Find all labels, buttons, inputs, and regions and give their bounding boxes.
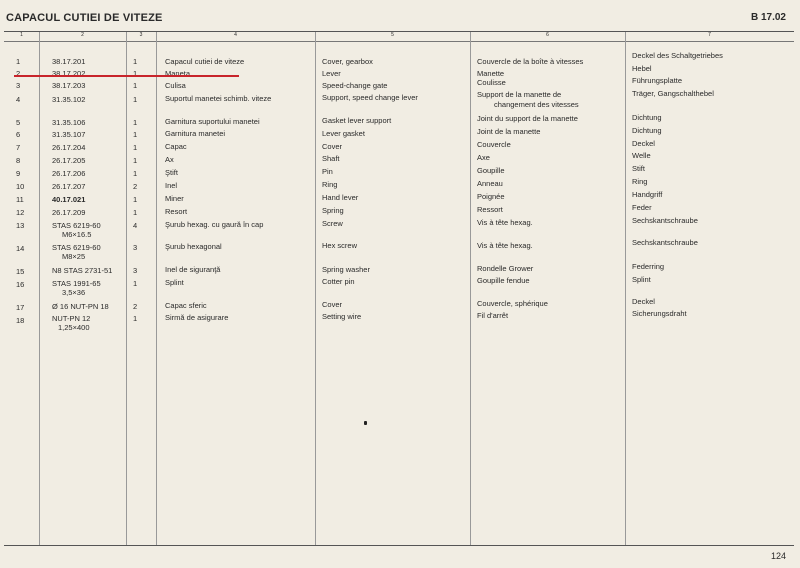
ink-dot: [364, 421, 367, 425]
row-number: 4: [16, 95, 21, 104]
part-code-size: M8×25: [62, 252, 86, 261]
name-german: Hebel: [632, 64, 652, 73]
row-number: 14: [16, 244, 25, 253]
name-romanian: Resort: [165, 207, 188, 216]
part-code: STAS 1991-65: [52, 279, 101, 288]
name-german: Sechskantschraube: [632, 238, 698, 247]
name-french: Ressort: [477, 205, 503, 214]
row-number: 5: [16, 118, 21, 127]
column-divider: [39, 32, 40, 545]
row-number: 16: [16, 280, 25, 289]
name-french: Couvercle: [477, 140, 511, 149]
part-code: 31.35.107: [52, 130, 86, 139]
name-romanian: Miner: [165, 194, 184, 203]
name-french: Vis à tête hexag.: [477, 218, 533, 227]
column-divider: [470, 32, 471, 545]
name-german: Deckel des Schaltgetriebes: [632, 51, 723, 60]
name-romanian: Şurub hexag. cu gaură în cap: [165, 220, 264, 229]
name-german: Stift: [632, 164, 645, 173]
quantity: 1: [133, 143, 138, 152]
column-header: 5: [391, 32, 394, 38]
name-french: Poignée: [477, 192, 505, 201]
name-romanian: Capacul cutiei de viteze: [165, 57, 245, 66]
part-code: STAS 6219-60: [52, 243, 101, 252]
quantity: 4: [133, 221, 138, 230]
column-divider: [156, 32, 157, 545]
column-divider: [625, 32, 626, 545]
part-code: 26.17.206: [52, 169, 86, 178]
quantity: 1: [133, 118, 138, 127]
name-romanian: Inel de siguranţă: [165, 265, 221, 274]
name-romanian: Culisa: [165, 81, 186, 90]
quantity: 1: [133, 95, 138, 104]
name-german: Deckel: [632, 139, 655, 148]
name-english: Cotter pin: [322, 277, 355, 286]
column-header: 2: [81, 32, 84, 38]
row-number: 11: [16, 195, 24, 204]
name-english: Hex screw: [322, 241, 358, 250]
column-header: 6: [546, 32, 549, 38]
name-english: Speed-change gate: [322, 81, 388, 90]
quantity: 1: [133, 279, 138, 288]
name-french: Fil d'arrêt: [477, 311, 509, 320]
row-number: 10: [16, 182, 25, 191]
row-number: 17: [16, 303, 25, 312]
name-german: Dichtung: [632, 126, 662, 135]
name-french: Joint du support de la manette: [477, 114, 578, 123]
quantity: 1: [133, 208, 138, 217]
name-english: Pin: [322, 167, 333, 176]
name-english: Cover, gearbox: [322, 57, 373, 66]
name-french: Axe: [477, 153, 490, 162]
name-french: Vis à tête hexag.: [477, 241, 533, 250]
part-code: 31.35.106: [52, 118, 86, 127]
row-number: 15: [16, 267, 25, 276]
name-english: Cover: [322, 300, 343, 309]
name-english: Spring washer: [322, 265, 370, 274]
column-header: 4: [234, 32, 237, 38]
part-code: 26.17.207: [52, 182, 86, 191]
part-code-size: 3,5×36: [62, 288, 86, 297]
part-code: 31.35.102: [52, 95, 86, 104]
name-english: Ring: [322, 180, 338, 189]
name-french: Anneau: [477, 179, 503, 188]
quantity: 1: [133, 195, 138, 204]
page-title: CAPACUL CUTIEI DE VITEZE: [6, 12, 163, 24]
name-german: Ring: [632, 177, 648, 186]
name-german: Splint: [632, 275, 651, 284]
quantity: 1: [133, 169, 138, 178]
row-number: 12: [16, 208, 25, 217]
row-number: 7: [16, 143, 21, 152]
part-code-size: M6×16.5: [62, 230, 92, 239]
column-header: 1: [20, 32, 23, 38]
name-english: Spring: [322, 206, 344, 215]
name-french: Joint de la manette: [477, 127, 541, 136]
name-french: Goupille fendue: [477, 276, 530, 285]
highlight-underline: [14, 75, 239, 77]
quantity: 1: [133, 81, 138, 90]
quantity: 2: [133, 302, 138, 311]
name-english: Screw: [322, 219, 343, 228]
name-french: Coulisse: [477, 78, 506, 87]
name-romanian: Ştift: [165, 168, 178, 177]
row-number: 18: [16, 316, 25, 325]
quantity: 3: [133, 243, 138, 252]
part-code: 38.17.203: [52, 81, 86, 90]
name-french: Couvercle de la boîte à vitesses: [477, 57, 584, 66]
name-german: Welle: [632, 151, 651, 160]
quantity: 3: [133, 266, 138, 275]
name-french-line2: changement des vitesses: [494, 100, 579, 109]
column-divider: [126, 32, 127, 545]
name-romanian: Garnitura manetei: [165, 129, 226, 138]
name-german: Sicherungsdraht: [632, 309, 687, 318]
row-number: 9: [16, 169, 21, 178]
header-rule: [4, 41, 794, 42]
part-code: STAS 6219-60: [52, 221, 101, 230]
name-romanian: Splint: [165, 278, 184, 287]
name-german: Handgriff: [632, 190, 663, 199]
name-german: Sechskantschraube: [632, 216, 698, 225]
quantity: 2: [133, 182, 138, 191]
name-german: Federring: [632, 262, 665, 271]
quantity: 1: [133, 156, 138, 165]
part-code: 38.17.201: [52, 57, 86, 66]
part-code: 26.17.205: [52, 156, 86, 165]
name-english: Lever: [322, 69, 341, 78]
name-english: Lever gasket: [322, 129, 365, 138]
name-german: Dichtung: [632, 113, 662, 122]
name-english: Shaft: [322, 154, 340, 163]
part-code: 40.17.021: [52, 195, 86, 204]
column-header: 7: [708, 32, 711, 38]
quantity: 1: [133, 314, 138, 323]
part-code: Ø 16 NUT-PN 18: [52, 302, 109, 311]
name-english: Setting wire: [322, 312, 362, 321]
name-french: Rondelle Grower: [477, 264, 534, 273]
row-number: 2: [16, 69, 21, 78]
name-german: Träger, Gangschalthebel: [632, 89, 714, 98]
name-english: Gasket lever support: [322, 116, 392, 125]
name-romanian: Ax: [165, 155, 174, 164]
name-english: Hand lever: [322, 193, 359, 202]
name-german: Feder: [632, 203, 652, 212]
row-number: 13: [16, 221, 25, 230]
part-code-size: 1,25×400: [58, 323, 90, 332]
page-number: 124: [770, 551, 786, 561]
part-code: 26.17.204: [52, 143, 86, 152]
column-divider: [315, 32, 316, 545]
column-header: 3: [139, 32, 143, 38]
name-german: Deckel: [632, 297, 655, 306]
name-french: Couvercle, sphérique: [477, 299, 548, 308]
row-number: 1: [16, 57, 21, 66]
name-french-line1: Support de la manette de: [477, 90, 562, 99]
part-code: NUT-PN 12: [52, 314, 91, 323]
row-number: 3: [16, 81, 21, 90]
row-number: 8: [16, 156, 21, 165]
quantity: 1: [133, 130, 138, 139]
name-romanian: Capac: [165, 142, 187, 151]
name-romanian: Garnitura suportului manetei: [165, 117, 260, 126]
name-romanian: Capac sferic: [165, 301, 207, 310]
name-french: Manette: [477, 69, 505, 78]
name-romanian: Inel: [165, 181, 178, 190]
name-romanian: Maneta: [165, 69, 191, 78]
name-romanian: Sirmă de asigurare: [165, 313, 229, 322]
name-romanian: Şurub hexagonal: [165, 242, 222, 251]
name-english: Cover: [322, 142, 343, 151]
name-english: Support, speed change lever: [322, 93, 418, 102]
parts-table: [4, 31, 794, 546]
name-romanian: Suportul manetei schimb. viteze: [165, 94, 272, 103]
quantity: 1: [133, 69, 138, 78]
quantity: 1: [133, 57, 138, 66]
name-german: Führungsplatte: [632, 76, 683, 85]
row-number: 6: [16, 130, 21, 139]
part-code: 38.17.202: [52, 69, 86, 78]
page-code: B 17.02: [750, 12, 786, 23]
part-code: N8 STAS 2731-51: [52, 266, 113, 275]
part-code: 26.17.209: [52, 208, 86, 217]
name-french: Goupille: [477, 166, 505, 175]
